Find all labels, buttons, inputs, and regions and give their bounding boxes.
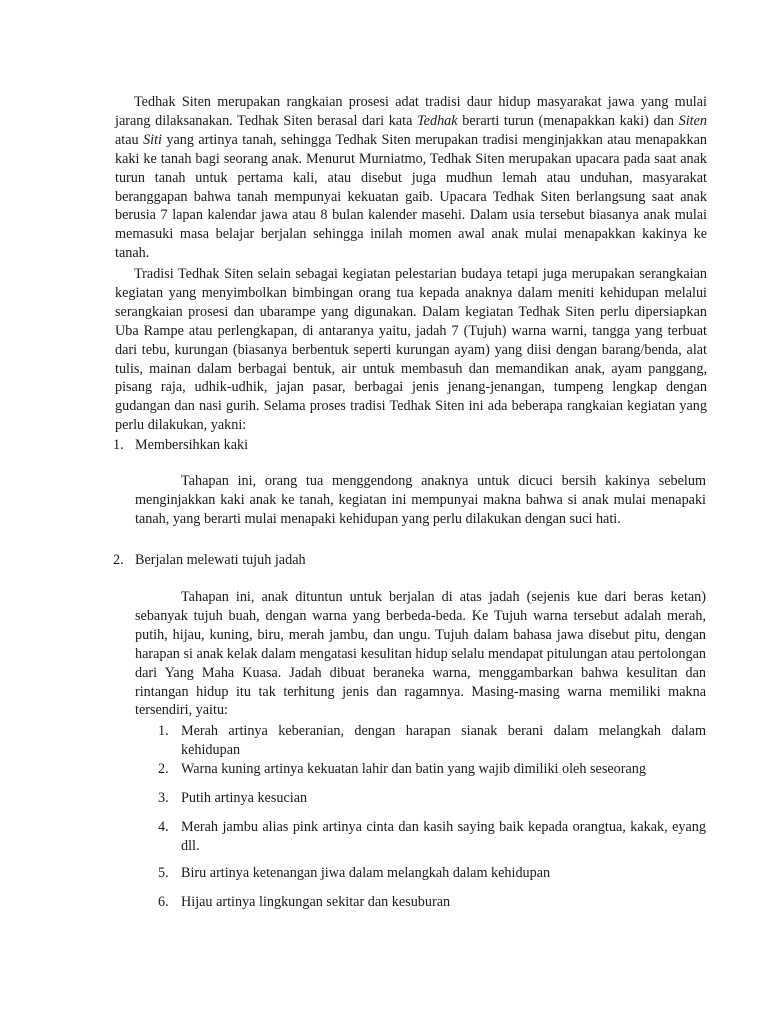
intro-text-1: Tedhak Siten merupakan rangkaian prosesi adat tradisi daur hidup masyarakat jawa yang mulai jarang dilaksanakan. Tedhak Siten berasal dari kata <box>115 94 707 129</box>
list-item-number: 3. <box>158 789 169 806</box>
list-item-number: 2. <box>158 760 169 777</box>
intro-text-2: berarti turun (menapakkan kaki) dan <box>457 112 679 129</box>
list-item-text: Merah artinya keberanian, dengan harapan sianak berani dalam melangkah dalam kehidupan <box>181 723 706 758</box>
intro-text-3: atau <box>115 131 144 148</box>
list-item <box>158 760 706 779</box>
intro-term-tedhak: Tedhak <box>417 112 458 129</box>
intro-text-4: yang artinya tanah, sehingga Tedhak Siten merupakan tradisi menginjakkan atau menapakkan kaki ke tanah bagi seorang anak. Menurut Murniatmo, Tedhak Siten merupakan upacara pada saat anak turun tanah untuk pertama kali, atau disebut juga mudhun lemah atau unduhan, masyarakat beranggapan bahwa tanah mempunyai kekuatan gaib. Upacara Tedhak Siten berlangsung saat anak berusia 7 lapan kalendar jawa atau 8 bulan kalender masehi. Dalam usia tersebut biasanya anak mulai memasuki masa belajar berjalan sehingga inilah momen awal anak mulai menapakkan kakinya ke tanah. <box>115 131 707 262</box>
list-item-text: Biru artinya ketenangan jiwa dalam melangkah dalam kehidupan <box>181 865 551 882</box>
step-description-membersihkan-kaki: Tahapan ini, orang tua menggendong anaknya untuk dicuci bersih kakinya sebelum menginjakkan kaki anak ke tanah, kegiatan ini mempunyai makna bahwa si anak mulai menapaki tanah, yang berarti mulai menapaki kehidupan yang perlu dilakukan dengan suci hati. <box>135 473 706 527</box>
list-item-number: 5. <box>158 865 169 882</box>
step-description-berjalan-tujuh-jadah: Tahapan ini, anak dituntun untuk berjalan di atas jadah (sejenis kue dari beras ketan) sebanyak tujuh buah, dengan warna yang berbeda-beda. Ke Tujuh warna tersebut adalah merah, putih, hijau, kuning, biru, merah jambu, dan ungu. Tujuh dalam bahasa jawa disebut pitu, dengan harapan si anak kelak dalam mengatasi kesulitan hidup selalu mendapat pitulungan atau pertolongan dari Yang Maha Kuasa. Jadah dibuat beraneka warna, menggambarkan bahwa kesulitan dan rintangan hidup itu tak terhitung jenis dan ragamnya. Masing-masing warna memiliki makna tersendiri, yaitu: <box>135 589 706 719</box>
list-item <box>158 864 706 883</box>
tradisi-paragraph: Tradisi Tedhak Siten selain sebagai kegiatan pelestarian budaya tetapi juga merupakan serangkaian kegiatan yang menyimbolkan bimbingan orang tua kepada anaknya dalam meniti kehidupan melalui serangkaian prosesi dan ubarampe yang digunakan. Dalam kegiatan Tedhak Siten perlu dipersiapkan Uba Rampe atau perlengkapan, di antaranya yaitu, jadah 7 (Tujuh) warna warni, tangga yang terbuat dari tebu, kurungan (biasanya berbentuk seperti kurungan ayam) yang diisi dengan barang/benda, alat tulis, mainan dalam berbagai bentuk, air untuk membasuh dan memandikan anak, ayam panggang, pisang raja, udhik-udhik, jajan pasar, berbagai jenis jenang-jenangan, tumpeng lengkap dengan gudangan dan nasi gurih. Selama proses tradisi Tedhak Siten ini ada beberapa rangkaian kegiatan yang perlu dilakukan, yakni: <box>115 266 707 434</box>
list-item <box>158 789 706 808</box>
list-item-text: Merah jambu alias pink artinya cinta dan kasih saying baik kepada orangtua, kakak, eyang dll. <box>181 818 706 854</box>
list-item <box>158 893 706 912</box>
step-number: 1. <box>113 437 124 453</box>
step-title: Membersihkan kaki <box>135 437 249 453</box>
intro-paragraph <box>115 93 707 263</box>
intro-term-siten: Siten <box>678 112 707 129</box>
list-item-number: 4. <box>158 818 169 835</box>
list-item <box>158 818 706 856</box>
list-item <box>158 722 706 760</box>
list-item-text: Putih artinya kesucian <box>181 789 308 806</box>
list-item-text: Warna kuning artinya kekuatan lahir dan batin yang wajib dimiliki oleh seseorang <box>181 760 646 777</box>
color-meanings-list <box>158 722 706 912</box>
step-title: Berjalan melewati tujuh jadah <box>135 552 306 568</box>
list-item-number: 1. <box>158 723 169 739</box>
intro-term-siti: Siti <box>143 131 162 148</box>
list-item-number: 6. <box>158 894 169 911</box>
list-item-text: Hijau artinya lingkungan sekitar dan kesuburan <box>181 894 451 911</box>
step-number: 2. <box>113 552 124 568</box>
